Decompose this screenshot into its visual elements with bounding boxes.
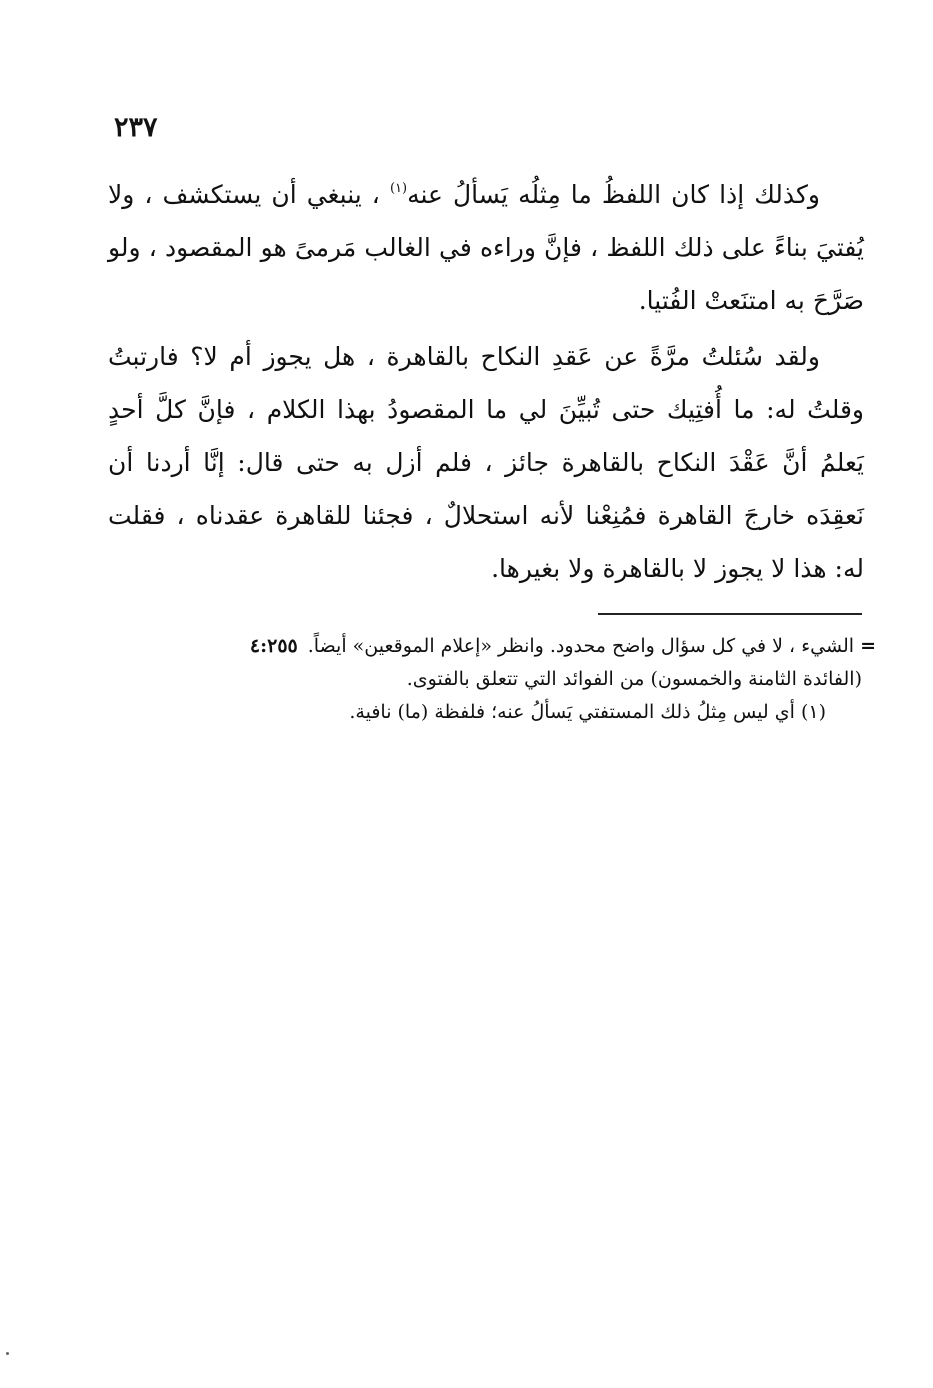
paragraph-1-after-ref: ، ينبغي أن يستكشف ، ولا يُفتيَ بناءً على ذلك اللفظ ، فإنَّ وراءه في الغالب مَرمىً هو المقصود ، ولو صَرَّحَ به امتنَعتْ الفُتيا. (108, 180, 864, 315)
paragraph-2-text: ولقد سُئلتُ مرَّةً عن عَقدِ النكاح بالقاهرة ، هل يجوز أم لا؟ فارتبتُ وقلتُ له: ما أُفتِيك حتى تُبيِّنَ لي ما المقصودُ بهذا الكلام ، فإنَّ كلَّ أحدٍ يَعلمُ أنَّ عَقْدَ النكاح بالقاهرة جائز ، فلم أزل به حتى قال: إنَّا أردنا أن نَعقِدَه خارجَ القاهرة فمُنِعْنا لأنه استحلالٌ ، فجئنا للقاهرة عقدناه ، فقلت له: هذا لا يجوز لا بالقاهرة ولا بغيرها. (108, 342, 864, 583)
paragraph-1-before-ref: وكذلك إذا كان اللفظُ ما مِثلُه يَسألُ عنه (407, 180, 820, 209)
paragraph-2 (108, 330, 864, 595)
footnote-reference: (١) (389, 181, 408, 196)
footnote-continuation-line-2: (الفائدة الثامنة والخمسون) من الفوائد التي تتعلق بالفتوى. (406, 668, 862, 690)
scan-speck (6, 1352, 9, 1355)
footnote-citation: ٤:٢٥٥ (249, 635, 298, 657)
footnote-1-number: (١) (800, 701, 826, 723)
continuation-mark: = (860, 635, 876, 657)
paragraph-1-text (108, 168, 864, 327)
footnote-continuation-line-1 (108, 630, 876, 663)
footnote-1-text: أي ليس مِثلُ ذلك المستفتي يَسألُ عنه؛ فلفظة (ما) نافية. (349, 701, 795, 723)
footnote-continuation-text-1: الشيء ، لا في كل سؤال واضح محدود. وانظر «إعلام الموقعين» أيضاً. (307, 635, 855, 657)
page-number: ٢٣٧ (114, 112, 158, 143)
paragraph-1 (108, 168, 864, 327)
footnote-separator (598, 613, 862, 615)
footnote-1 (108, 696, 876, 729)
footnotes (108, 630, 876, 729)
